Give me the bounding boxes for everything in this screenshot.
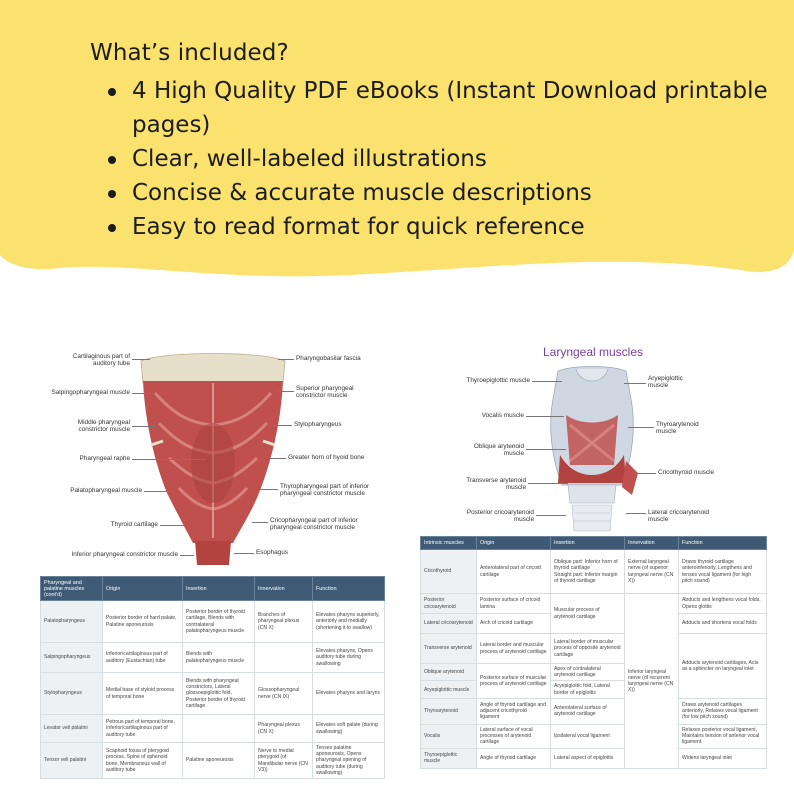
label-pharyngeal-raphe: Pharyngeal raphe — [79, 455, 130, 462]
table-row — [421, 698, 767, 724]
table-cell: Oblique part: Inferior horn of thyroid cartilage Straight part: Inferior margin of thyroid cartilage — [551, 550, 625, 594]
table-row — [41, 673, 385, 715]
table-cell: Stylopharyngeus — [41, 673, 103, 715]
column-header: Intrinsic muscles — [421, 537, 477, 550]
table-cell: Lateral surface of vocal processes of arytenoid cartilage — [477, 724, 551, 748]
table-cell: Thyroepiglottic muscle — [421, 748, 477, 768]
table-cell: Scaphoid fossa of pterygoid process, Spine of sphenoid bone, Membranous wall of auditory tube — [103, 743, 183, 779]
table-cell: Posterior surface of muscular process of arytenoid cartilage — [477, 664, 551, 699]
table-row — [421, 634, 767, 664]
leader-line — [144, 491, 174, 492]
table-cell: Angle of thyroid cartilage and adjacent cricothyroid ligament — [477, 698, 551, 724]
pharyngeal-muscles-table — [40, 576, 385, 779]
leader-line — [528, 483, 568, 484]
leader-line — [180, 555, 194, 556]
table-cell: Arch of cricoid cartilage — [477, 614, 551, 634]
table-cell: Aryepiglottic fold, Lateral border of epiglottis — [551, 681, 625, 698]
column-header: Insertion — [551, 537, 625, 550]
table-cell: Posterior border of hard palate, Palatine aponeurosis — [103, 601, 183, 643]
label-inferior-constrictor: Inferior pharyngeal constrictor muscle — [71, 551, 178, 558]
column-header: Function — [679, 537, 767, 550]
table-cell: Anterolateral part of cricoid cartilage — [477, 550, 551, 594]
table-cell: External laryngeal nerve (of superior laryngeal nerve (CN X)) — [625, 550, 679, 594]
included-list — [90, 74, 770, 244]
label-salpingopharyngeal: Salpingopharyngeal muscle — [51, 389, 130, 396]
table-cell: Blends with palatopharyngeus muscle — [183, 643, 255, 673]
label-esophagus: Esophagus — [256, 549, 288, 556]
leader-line — [270, 458, 286, 459]
label-cricothyroid: Cricothyroid muscle — [658, 469, 715, 476]
table-cell: Nerve to medial pterygoid (of Mandibular nerve (CN V3)) — [255, 743, 313, 779]
table-cell: Angle of thyroid cartilage — [477, 748, 551, 768]
column-header: Pharyngeal and palatine muscles (cont’d) — [41, 577, 103, 601]
table-cell: Palatine aponeurosis — [183, 743, 255, 779]
table-cell: Elevates pharynx, Opens auditory tube during swallowing — [313, 643, 385, 673]
included-item: Concise & accurate muscle descriptions — [90, 176, 770, 210]
table-cell: Adducts arytenoid cartilages, Acts as a sphincter on laryngeal inlet — [679, 634, 767, 699]
laryngeal-muscles-preview-page — [420, 337, 766, 794]
column-header: Origin — [103, 577, 183, 601]
table-cell: Anterolateral surface of arytenoid cartilage — [551, 698, 625, 724]
table-cell: Glossopharyngeal nerve (CN IX) — [255, 673, 313, 715]
table-cell: Widens laryngeal inlet — [679, 748, 767, 768]
label-greater-horn-hyoid: Greater horn of hyoid bone — [288, 454, 365, 461]
table-cell: Posterior surface of cricoid lamina — [477, 594, 551, 614]
table-cell: Petrous part of temporal bone, Inferior/cartilaginous part of auditory tube — [103, 715, 183, 743]
table-cell: Tenses palatine aponeurosis, Opens pharyngeal opening of auditory tube (during swallowing) — [313, 743, 385, 779]
leader-line — [624, 383, 646, 384]
table-cell: Elevates pharynx superiorly, anteriorly and medially (shortening it to swallow) — [313, 601, 385, 643]
label-vocalis: Vocalis muscle — [481, 412, 524, 419]
label-aryepiglottic: Aryepiglottic muscle — [648, 375, 683, 390]
table-cell: Palatopharyngeus — [41, 601, 103, 643]
whats-included-section — [90, 40, 770, 244]
label-thyroid-cartilage: Thyroid cartilage — [110, 521, 158, 528]
leader-line — [626, 513, 646, 514]
table-row — [41, 743, 385, 779]
table-cell: Lateral border of muscular process of opposite arytenoid cartilage — [551, 634, 625, 664]
table-cell: Vocalis — [421, 724, 477, 748]
label-cartilaginous-auditory-tube: Cartilaginous part of auditory tube — [72, 353, 130, 368]
table-cell: Salpingopharyngeus — [41, 643, 103, 673]
table-cell: Pharyngeal plexus (CN X) — [255, 715, 313, 743]
label-palatopharyngeal: Palatopharyngeal muscle — [70, 487, 142, 494]
table-cell: Inferior/cartilaginous part of auditory (Eustachian) tube — [103, 643, 183, 673]
table-cell: Tensor veli palatini — [41, 743, 103, 779]
leader-line — [132, 393, 154, 394]
table-cell: Ipsilateral vocal ligament — [551, 724, 625, 748]
table-cell: Draws thyroid cartilage anteroinferiorly, Lengthens and tenses vocal ligament (for high pitch sound) — [679, 550, 767, 594]
table-cell: Adducts and shortens vocal folds — [679, 614, 767, 634]
table-cell: Relaxes posterior vocal ligament, Maintains tension of anterior vocal ligament — [679, 724, 767, 748]
leader-line — [234, 553, 254, 554]
leader-line — [526, 416, 564, 417]
leader-line — [132, 459, 206, 460]
bullet-icon — [108, 156, 116, 164]
table-row — [421, 748, 767, 768]
leader-line — [628, 427, 654, 428]
table-row — [41, 715, 385, 743]
column-header: Innervation — [255, 577, 313, 601]
table-cell: Abducts and lengthens vocal folds, Opens glottis — [679, 594, 767, 614]
table-cell — [255, 643, 313, 673]
label-oblique-arytenoid: Oblique arytenoid muscle — [473, 443, 524, 458]
label-middle-constrictor: Middle pharyngeal constrictor muscle — [77, 419, 130, 434]
table-cell: Lateral aspect of epiglottis — [551, 748, 625, 768]
included-item: Easy to read format for quick reference — [90, 210, 770, 244]
leader-line — [260, 489, 278, 490]
leader-line — [278, 359, 294, 360]
label-thyroarytenoid: Thyroarytenoid muscle — [656, 421, 699, 436]
leader-line — [632, 473, 656, 474]
whats-included-heading: What’s included? — [90, 40, 289, 66]
table-cell: Apex of contralateral arytenoid cartilage — [551, 664, 625, 681]
label-lateral-cricoarytenoid: Lateral cricoarytenoid muscle — [648, 509, 710, 524]
table-cell: Lateral border and muscular process of arytenoid cartilage — [477, 634, 551, 664]
table-cell: Levator veli palatini — [41, 715, 103, 743]
table-row — [421, 550, 767, 594]
table-cell: Transverse arytenoid — [421, 634, 477, 664]
label-cricopharyngeal-part: Cricopharyngeal part of inferior pharyngeal constrictor muscle — [270, 517, 358, 532]
table-cell: Draws arytenoid cartilages anteriorly, Relaxes vocal ligament (for low pitch sound) — [679, 698, 767, 724]
label-transverse-arytenoid: Transverse arytenoid muscle — [466, 477, 526, 492]
table-cell: Blends with pharyngeal constrictors, Lateral glossoepiglottic fold, Posterior border of thyroid cartilage — [183, 673, 255, 715]
table-header-row — [421, 537, 767, 550]
table-cell: Posterior cricoarytenoid — [421, 594, 477, 614]
table-row — [421, 724, 767, 748]
table-cell: Oblique arytenoid — [421, 664, 477, 681]
label-thyroepiglottic: Thyroepiglottic muscle — [466, 377, 530, 384]
table-row — [41, 643, 385, 673]
table-row — [41, 601, 385, 643]
table-cell: Elevates pharynx and larynx — [313, 673, 385, 715]
pharynx-posterior-illustration — [133, 353, 293, 568]
leader-line — [276, 391, 294, 392]
leader-line — [132, 426, 156, 427]
bullet-icon — [108, 88, 116, 96]
pharyngeal-muscles-preview-page — [38, 341, 388, 794]
table-cell: Posterior border of thyroid cartilage, Blends with contralateral palatopharyngeus muscle — [183, 601, 255, 643]
laryngeal-muscles-title: Laryngeal muscles — [542, 345, 644, 359]
table-cell: Elevates soft palate (during swallowing) — [313, 715, 385, 743]
leader-line — [526, 449, 566, 450]
laryngeal-muscles-table — [420, 536, 767, 769]
table-cell: Branches of pharyngeal plexus (CN X) — [255, 601, 313, 643]
table-cell: Muscular process of arytenoid cartilage — [551, 594, 625, 634]
leader-line — [532, 381, 562, 382]
leader-line — [274, 425, 292, 426]
table-cell: Medial base of styloid process of temporal bone — [103, 673, 183, 715]
column-header: Innervation — [625, 537, 679, 550]
label-posterior-cricoarytenoid: Posterior cricoarytenoid muscle — [466, 509, 534, 524]
column-header: Insertion — [183, 577, 255, 601]
leader-line — [132, 359, 150, 360]
leader-line — [252, 522, 268, 523]
bullet-icon — [108, 224, 116, 232]
leader-line — [160, 525, 186, 526]
leader-line — [536, 515, 566, 516]
label-pharyngobasilar-fascia: Pharyngobasilar fascia — [296, 355, 361, 362]
table-row — [421, 594, 767, 614]
label-thyropharyngeal-part: Thyropharyngeal part of inferior pharyngeal constrictor muscle — [280, 483, 370, 498]
column-header: Origin — [477, 537, 551, 550]
table-cell: Inferior laryngeal nerve (of recurrent laryngeal nerve (CN X)) — [625, 594, 679, 769]
column-header: Function — [313, 577, 385, 601]
table-cell: Lateral cricoarytenoid — [421, 614, 477, 634]
table-cell — [183, 715, 255, 743]
included-item: Clear, well-labeled illustrations — [90, 142, 770, 176]
included-item: 4 High Quality PDF eBooks (Instant Download printable pages) — [90, 74, 770, 142]
label-superior-constrictor: Superior pharyngeal constrictor muscle — [296, 385, 354, 400]
table-cell: Aryepiglottic muscle — [421, 681, 477, 698]
table-cell: Cricothyroid — [421, 550, 477, 594]
bullet-icon — [108, 190, 116, 198]
label-stylopharyngeus: Stylopharyngeus — [294, 421, 342, 428]
table-header-row — [41, 577, 385, 601]
table-cell: Thyroarytenoid — [421, 698, 477, 724]
